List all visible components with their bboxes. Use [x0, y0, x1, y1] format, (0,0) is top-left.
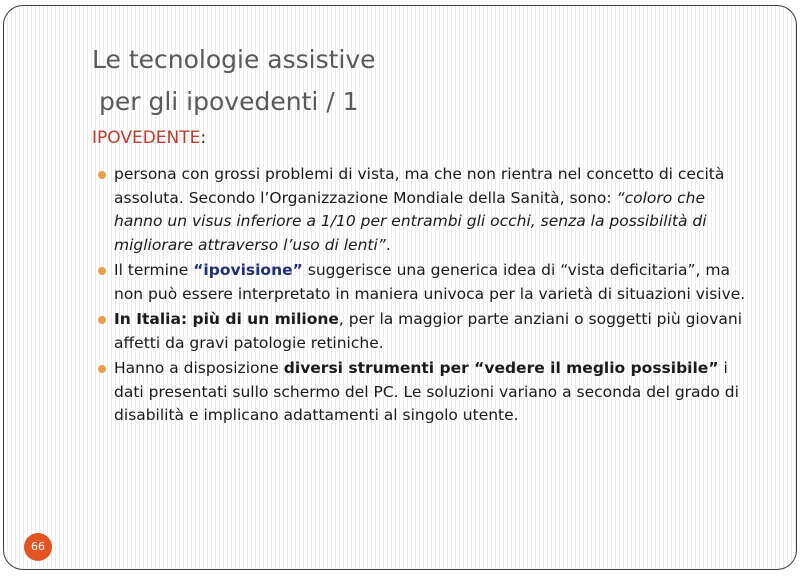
page-number-badge: 66 [24, 533, 52, 561]
bullet-text: , per la maggior parte anziani o soggetti più giovani affetti da gravi patologie retiniche. [114, 310, 743, 352]
bullet-text: persona con grossi problemi di vista, ma che non rientra nel concetto di cecità assoluta. Secondo l’Organizzazione Mondiale della Sanità, sono: [114, 165, 725, 207]
bullet-text: Il termine [114, 261, 194, 279]
bullet-icon [98, 316, 106, 324]
bullet-highlight: “ipovisione” [193, 261, 303, 279]
section-heading [92, 128, 206, 148]
bullet-text: i dati presentati sullo schermo del PC. Le soluzioni variano a seconda del grado di disabilità e implicano adattamenti al singolo utente. [114, 359, 739, 424]
title-line-2: per gli ipovedenti / 1 [99, 87, 359, 116]
bullet-list [98, 163, 748, 430]
list-item [98, 163, 748, 257]
slide-frame [3, 5, 797, 570]
bullet-icon [98, 171, 106, 179]
list-item [98, 259, 748, 306]
bullet-text: Hanno a disposizione [114, 359, 284, 377]
title-line-1: Le tecnologie assistive [92, 45, 376, 74]
bullet-highlight: diversi strumenti per “vedere il meglio possibile” [283, 359, 719, 377]
list-item [98, 308, 748, 355]
bullet-text: suggerisce una generica idea di “vista deficitaria”, ma non può essere interpretato in maniera univoca per la varietà di situazioni visive. [114, 261, 746, 303]
bullet-icon [98, 267, 106, 275]
bullet-icon [98, 365, 106, 373]
bullet-quote: “coloro che hanno un visus inferiore a 1/10 per entrambi gli occhi, senza la possibilità di migliorare attraverso l’uso di lenti” [114, 188, 707, 254]
list-item [98, 357, 748, 428]
bullet-text: . [385, 235, 391, 254]
section-heading-colon: : [200, 128, 207, 148]
section-heading-label: IPOVEDENTE [92, 128, 201, 148]
bullet-highlight: In Italia: più di un milione [114, 310, 339, 328]
page-title [92, 39, 692, 123]
